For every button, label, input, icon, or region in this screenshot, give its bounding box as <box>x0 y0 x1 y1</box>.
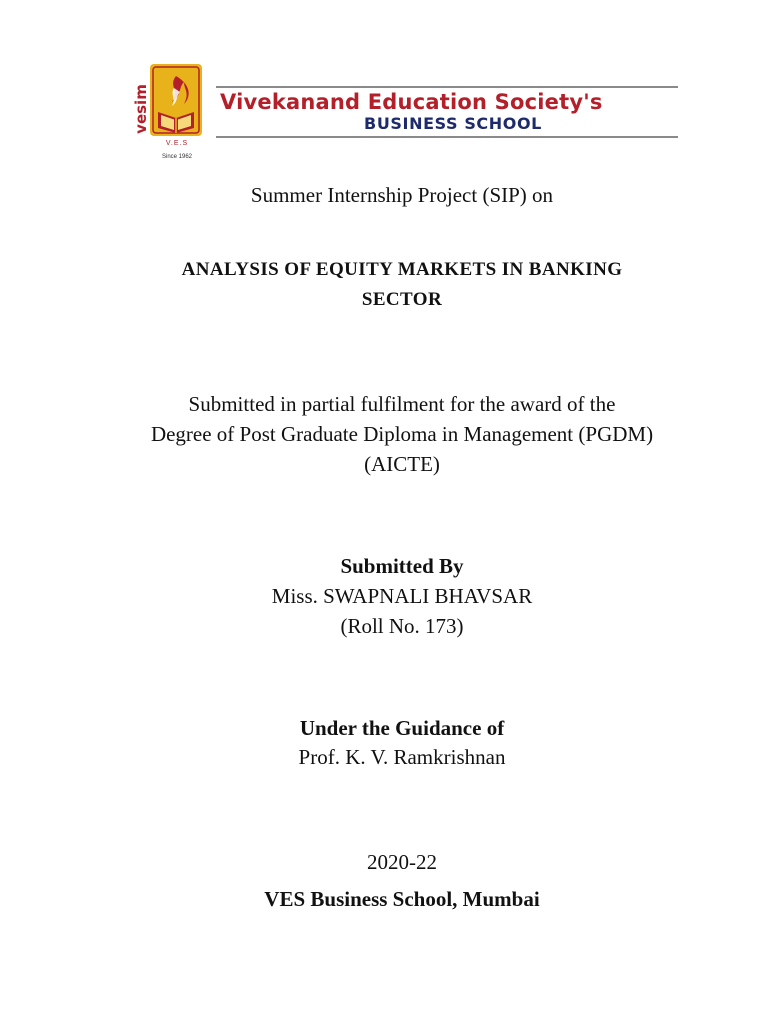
institution-footer: VES Business School, Mumbai <box>264 887 540 911</box>
org-name: Vivekanand Education Society's <box>220 90 603 114</box>
org-subtitle: BUSINESS SCHOOL <box>364 114 542 133</box>
project-title-line-2: SECTOR <box>361 289 443 310</box>
purpose-line-3: (AICTE) <box>364 452 440 476</box>
academic-year: 2020-22 <box>367 850 437 874</box>
org-name-block <box>216 84 678 140</box>
crest-emblem-icon <box>134 62 206 166</box>
header-rule-top <box>216 86 678 88</box>
purpose-line-2: Degree of Post Graduate Diploma in Management (PGDM) <box>150 422 654 446</box>
project-intro: Summer Internship Project (SIP) on <box>250 183 554 207</box>
institution-header <box>134 62 678 166</box>
student-name: Miss. SWAPNALI BHAVSAR <box>271 584 533 608</box>
project-title-line-1: ANALYSIS OF EQUITY MARKETS IN BANKING <box>181 259 623 280</box>
vesim-logo <box>134 62 206 166</box>
crest-since: Since 1962 <box>161 154 193 160</box>
guidance-label: Under the Guidance of <box>299 716 505 740</box>
crest-motto: V.E.S <box>165 140 189 147</box>
crest-letters-text: vesim <box>132 84 150 134</box>
guide-name: Prof. K. V. Ramkrishnan <box>298 745 506 769</box>
submitted-by-label: Submitted By <box>340 554 464 578</box>
header-rule-bottom <box>216 136 678 138</box>
roll-number: (Roll No. 173) <box>340 614 464 638</box>
purpose-line-1: Submitted in partial fulfilment for the award of the <box>188 392 616 416</box>
